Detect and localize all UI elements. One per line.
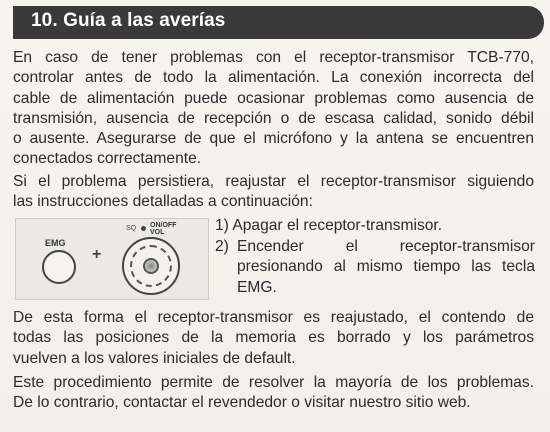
text-line: conectados correctamente. xyxy=(13,150,202,168)
step-2-text xyxy=(237,237,535,299)
text-line: De lo contrario, contactar el revendedor o visitar nuestro sitio web. xyxy=(13,394,471,412)
onoff-vol-label xyxy=(150,222,176,236)
reset-steps xyxy=(215,216,535,298)
text-line: cable de alimentación puede ocasionar problemas como ausencia de xyxy=(13,89,534,107)
text-line: controlar antes de todo la alimentación. La conexión incorrecta del xyxy=(13,69,534,87)
sq-indicator-icon xyxy=(141,226,146,231)
text-line: transmisión, ausencia de recepción o de escasa calidad, sonido débil xyxy=(13,109,534,127)
onoff-label: ON/OFF xyxy=(150,222,177,229)
text-line: Encender el receptor-transmisor xyxy=(237,237,535,255)
text-line: presionando al mismo tiempo las tecla xyxy=(237,258,535,275)
text-line: o ausente. Asegurarse de que el micrófono y la antena se encuentren xyxy=(13,130,534,148)
volume-knob-icon xyxy=(122,237,180,295)
section-header xyxy=(13,6,544,39)
paragraph-power-check xyxy=(13,48,534,170)
text-line: todas las posiciones de la memoria es borrado y los parámetros xyxy=(13,329,534,347)
step-2 xyxy=(215,237,535,299)
emg-label: EMG xyxy=(45,238,66,248)
emg-button-icon xyxy=(42,250,76,284)
text-line: De esta forma el receptor-transmisor es reajustado, el contendo de xyxy=(13,309,534,326)
sq-label: SQ xyxy=(126,225,137,232)
reset-illustration xyxy=(15,218,209,300)
text-line: Si el problema persistiera, reajustar el receptor-transmisor siguiendo xyxy=(13,173,534,190)
knob-ring xyxy=(130,245,172,287)
text-line: EMG. xyxy=(237,278,277,296)
text-line: Este procedimiento permite de resolver la mayoría de los problemas. xyxy=(13,374,534,391)
step-1: 1) Apagar el receptor-transmisor. xyxy=(215,217,443,234)
paragraph-reset-effect xyxy=(13,308,534,369)
text-line: En caso de tener problemas con el receptor-transmisor TCB-770, xyxy=(13,49,534,66)
section-title: 10. Guía a las averías xyxy=(31,10,226,31)
vol-label: VOL xyxy=(150,229,165,236)
text-line: vuelven a los valores iniciales de default. xyxy=(13,349,296,367)
plus-sign: + xyxy=(92,246,102,263)
step-2-number: 2) xyxy=(215,237,229,255)
knob-center xyxy=(143,258,159,274)
paragraph-reset-intro xyxy=(13,172,534,213)
paragraph-contact xyxy=(13,373,534,414)
text-line: las instrucciones detalladas a continuación: xyxy=(13,193,313,211)
